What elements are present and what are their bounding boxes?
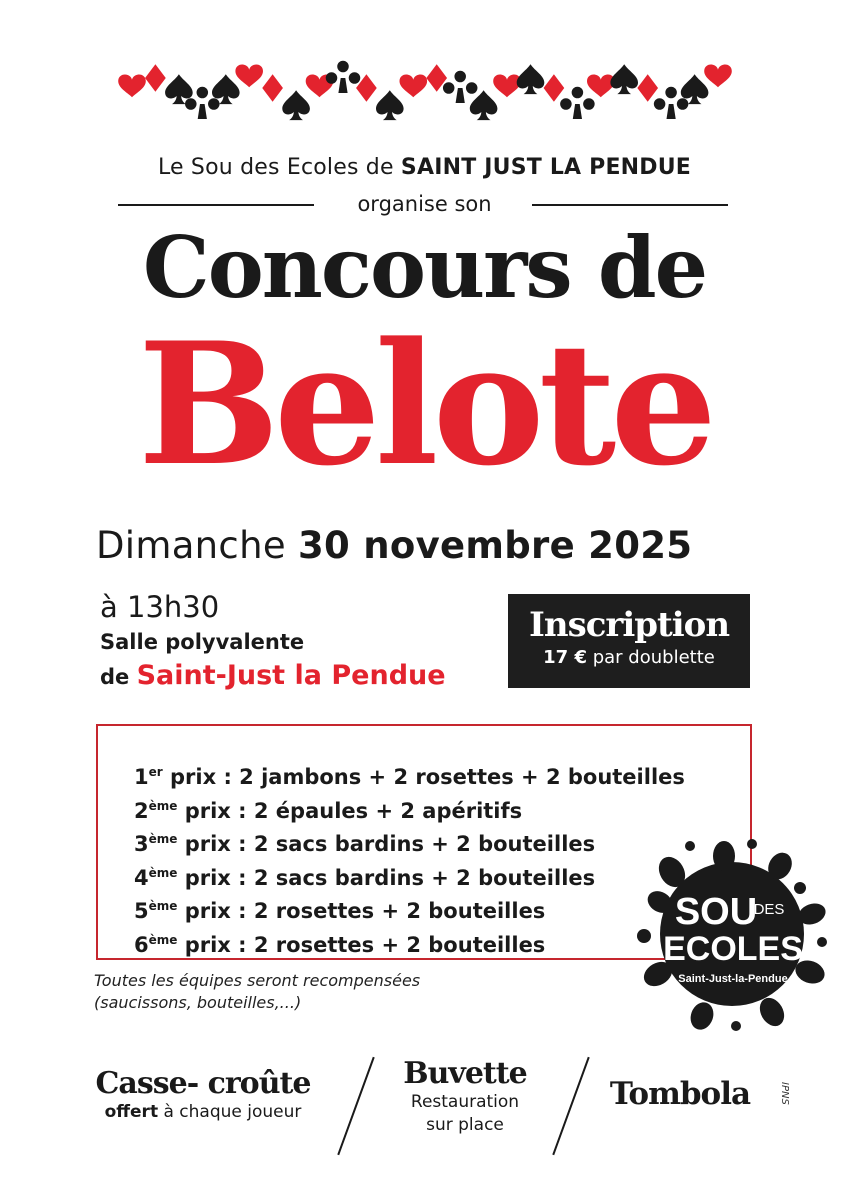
prize-item: 4ème prix : 2 sacs bardins + 2 bouteilles — [134, 865, 596, 890]
prize-item: 3ème prix : 2 sacs bardins + 2 bouteilles — [134, 832, 596, 856]
card-suits-banner — [0, 0, 849, 140]
date-day: Dimanche — [96, 524, 286, 567]
casse-bold: offert — [104, 1102, 159, 1122]
prize-item: 6ème prix : 2 rosettes + 2 bouteilles — [134, 932, 546, 957]
tombola-title: Tombola — [609, 1076, 751, 1112]
diamond-icon — [544, 74, 565, 102]
heart-icon — [235, 64, 263, 87]
buvette-title: Buvette — [403, 1056, 527, 1091]
logo-ecoles: ECOLES — [663, 930, 803, 968]
heart-icon — [587, 74, 615, 97]
casse-rest: à chaque joueur — [163, 1102, 302, 1122]
organizer-prefix: Le Sou des Ecoles de — [157, 155, 394, 180]
inscription-price-line — [508, 647, 750, 668]
diamond-icon — [145, 64, 166, 92]
heart-icon — [400, 74, 428, 97]
club-icon — [560, 87, 595, 119]
heart-icon — [118, 74, 146, 97]
note-line1: Toutes les équipes seront recompensées — [94, 971, 421, 990]
prize-item: 2ème prix : 2 épaules + 2 apéritifs — [134, 798, 523, 823]
venue-hall: Salle polyvalente — [100, 630, 305, 654]
club-icon — [443, 71, 478, 103]
inscription-per: par doublette — [592, 647, 715, 669]
logo-town: Saint-Just-la-Pendue — [678, 973, 788, 985]
date-rest: 30 novembre 2025 — [297, 524, 693, 567]
organise-text: organise son — [357, 192, 492, 216]
venue-de: de — [100, 665, 130, 689]
venue-town: Saint-Just la Pendue — [136, 660, 446, 691]
logo-des: DES — [753, 901, 785, 918]
inscription-box — [508, 594, 750, 688]
heart-icon — [493, 74, 521, 97]
diamond-icon — [637, 74, 658, 102]
title-line1: Concours de — [142, 218, 707, 317]
buvette-line1: Restauration — [410, 1092, 520, 1112]
casse-title: Casse- croûte — [95, 1066, 311, 1101]
spade-icon — [376, 90, 404, 120]
note-line2: (saucissons, bouteilles,...) — [94, 993, 302, 1012]
venue-town-line — [100, 660, 446, 691]
spade-icon — [517, 64, 545, 94]
event-date — [96, 524, 692, 567]
organizer-line — [0, 155, 849, 180]
event-time: à 13h30 — [100, 590, 220, 624]
prizes-list — [134, 758, 685, 959]
footer-buvette — [395, 1056, 535, 1137]
spade-icon — [282, 90, 310, 120]
casse-sub — [88, 1101, 318, 1124]
diamond-icon — [262, 74, 283, 102]
spade-icon — [610, 64, 638, 94]
organizer-name: SAINT JUST LA PENDUE — [400, 155, 692, 180]
heart-icon — [704, 64, 732, 87]
rewards-note — [94, 970, 420, 1014]
buvette-line2: sur place — [426, 1115, 504, 1135]
prize-item: 1er prix : 2 jambons + 2 rosettes + 2 bouteilles — [134, 765, 685, 789]
footer-tombola — [600, 1076, 760, 1112]
inscription-title: Inscription — [528, 605, 730, 645]
title-line2: Belote — [137, 305, 712, 503]
prize-item: 5ème prix : 2 rosettes + 2 bouteilles — [134, 899, 546, 923]
club-icon — [326, 61, 361, 93]
footer-separator-1 — [337, 1057, 374, 1155]
logo-sou: SOU — [674, 891, 758, 933]
sou-des-ecoles-logo — [632, 832, 832, 1032]
footer-casse-croute — [88, 1066, 318, 1124]
ipns-mention: IPNS — [779, 1082, 790, 1105]
inscription-price: 17 € — [543, 647, 587, 669]
spade-icon — [470, 90, 498, 120]
footer-separator-2 — [552, 1057, 589, 1155]
